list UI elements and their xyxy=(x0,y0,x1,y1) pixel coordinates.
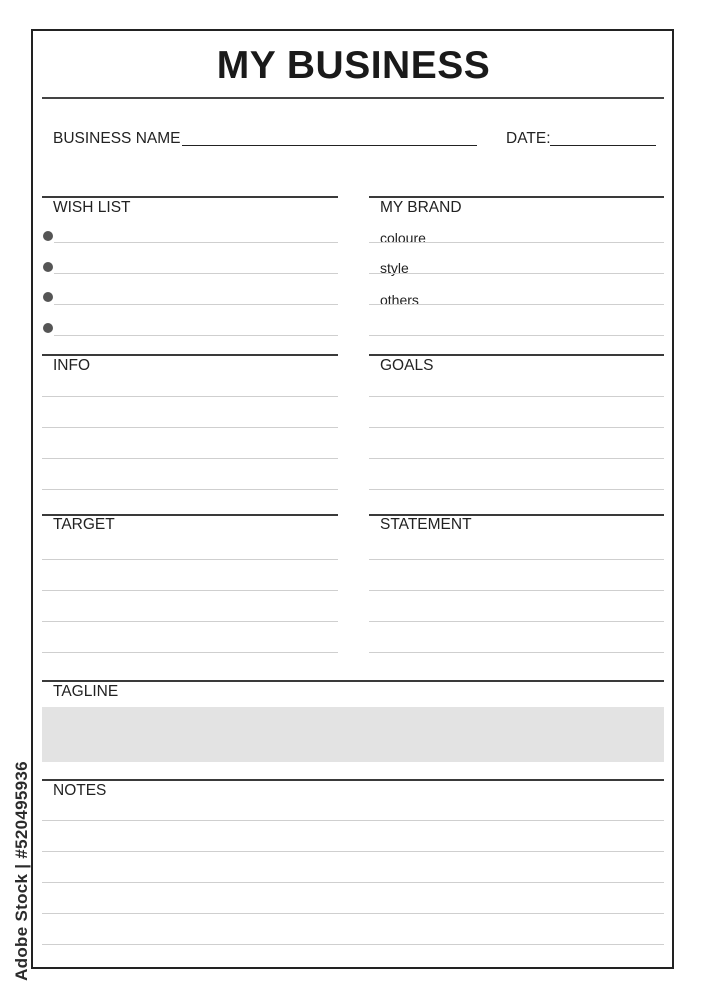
info-line-1[interactable] xyxy=(42,396,338,397)
goals-rule xyxy=(369,354,664,356)
notes-line-1[interactable] xyxy=(42,820,664,821)
target-line-1[interactable] xyxy=(42,559,338,560)
notes-heading: NOTES xyxy=(53,782,107,799)
bullet-icon xyxy=(43,323,53,333)
target-line-2[interactable] xyxy=(42,590,338,591)
target-heading: TARGET xyxy=(53,516,115,533)
target-line-3[interactable] xyxy=(42,621,338,622)
statement-line-4[interactable] xyxy=(369,652,664,653)
goals-line-3[interactable] xyxy=(369,458,664,459)
brand-line-2[interactable] xyxy=(369,273,664,274)
info-line-4[interactable] xyxy=(42,489,338,490)
brand-item-others: others xyxy=(380,292,419,308)
my-brand-heading: MY BRAND xyxy=(380,199,462,216)
wish-list-line-1[interactable] xyxy=(54,242,338,243)
wish-list-heading: WISH LIST xyxy=(53,199,131,216)
notes-line-2[interactable] xyxy=(42,851,664,852)
info-line-3[interactable] xyxy=(42,458,338,459)
brand-line-3[interactable] xyxy=(369,304,664,305)
wish-list-rule xyxy=(42,196,338,198)
goals-line-2[interactable] xyxy=(369,427,664,428)
statement-line-3[interactable] xyxy=(369,621,664,622)
business-name-field[interactable] xyxy=(182,145,477,146)
my-brand-rule xyxy=(369,196,664,198)
wish-list-line-4[interactable] xyxy=(54,335,338,336)
statement-line-1[interactable] xyxy=(369,559,664,560)
stock-id-text: Adobe Stock | #520495936 xyxy=(12,761,31,981)
statement-line-2[interactable] xyxy=(369,590,664,591)
brand-item-coloure: coloure xyxy=(380,230,426,246)
brand-item-style: style xyxy=(380,260,409,276)
statement-heading: STATEMENT xyxy=(380,516,472,533)
page-title: MY BUSINESS xyxy=(216,44,491,87)
wish-list-line-2[interactable] xyxy=(54,273,338,274)
target-line-4[interactable] xyxy=(42,652,338,653)
goals-heading: GOALS xyxy=(380,357,434,374)
stock-id-watermark xyxy=(6,756,38,986)
info-heading: INFO xyxy=(53,357,91,374)
brand-line-1[interactable] xyxy=(369,242,664,243)
business-name-label: BUSINESS NAME xyxy=(53,130,181,147)
bullet-icon xyxy=(43,292,53,302)
title-underline xyxy=(42,97,664,99)
brand-line-4[interactable] xyxy=(369,335,664,336)
notes-line-4[interactable] xyxy=(42,913,664,914)
goals-line-4[interactable] xyxy=(369,489,664,490)
notes-rule xyxy=(42,779,664,781)
page-frame xyxy=(31,29,674,969)
info-line-2[interactable] xyxy=(42,427,338,428)
bullet-icon xyxy=(43,231,53,241)
goals-line-1[interactable] xyxy=(369,396,664,397)
wish-list-line-3[interactable] xyxy=(54,304,338,305)
date-field[interactable] xyxy=(550,145,656,146)
tagline-box[interactable] xyxy=(42,707,664,762)
date-label: DATE: xyxy=(506,130,551,147)
tagline-rule xyxy=(42,680,664,682)
notes-line-3[interactable] xyxy=(42,882,664,883)
bullet-icon xyxy=(43,262,53,272)
tagline-heading: TAGLINE xyxy=(53,683,119,700)
notes-line-5[interactable] xyxy=(42,944,664,945)
info-rule xyxy=(42,354,338,356)
